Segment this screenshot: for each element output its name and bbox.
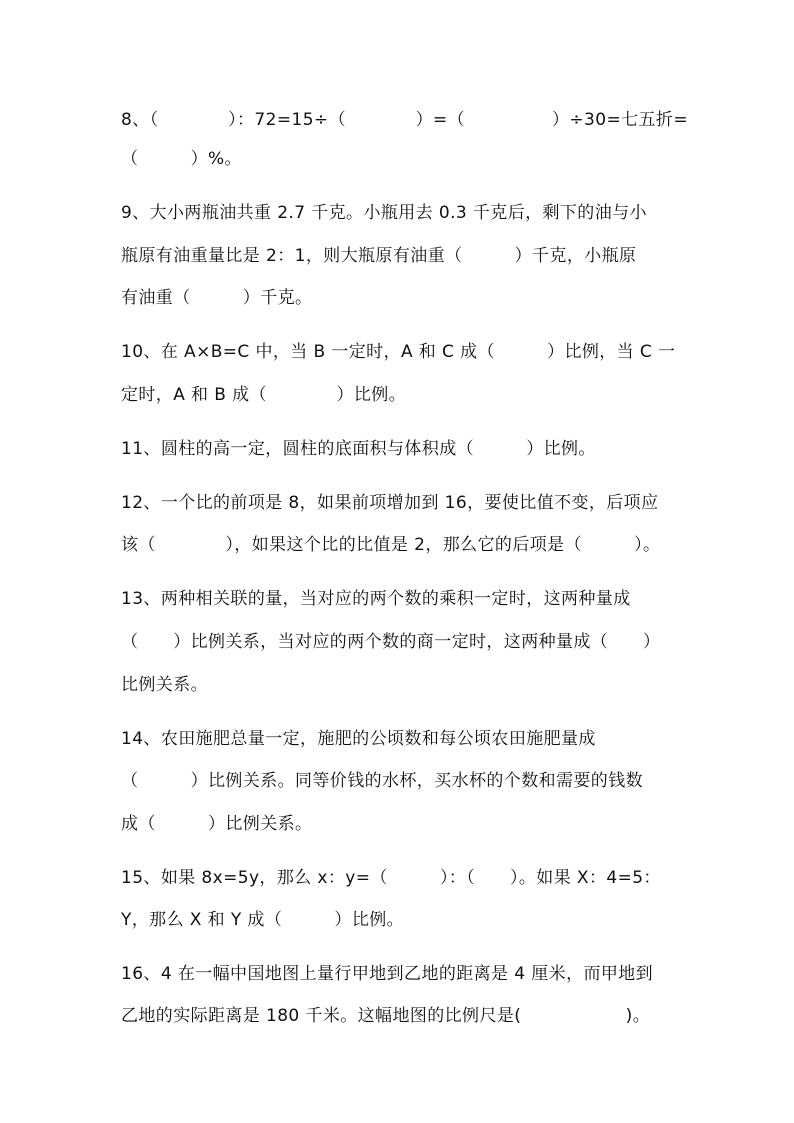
question-8-line-1: 8、（ ）：72=15÷（ ）=（ ）÷30=七五折= — [121, 110, 688, 130]
question-10-line-1: 10、在 A×B=C 中，当 B 一定时，A 和 C 成（ ）比例，当 C 一 — [121, 342, 676, 362]
question-15-line-2: Y，那么 X 和 Y 成（ ）比例。 — [121, 910, 405, 930]
question-9-line-2: 瓶原有油重量比是 2：1，则大瓶原有油重（ ）千克，小瓶原 — [121, 246, 637, 266]
question-14-line-2: （ ）比例关系。同等价钱的水杯，买水杯的个数和需要的钱数 — [121, 771, 643, 791]
question-14-line-1: 14、农田施肥总量一定，施肥的公顷数和每公顷农田施肥量成 — [121, 729, 596, 749]
question-10-line-2: 定时，A 和 B 成（ ）比例。 — [121, 385, 407, 405]
question-8-line-2: （ ）%。 — [121, 149, 242, 169]
question-12-line-2: 该（ ），如果这个比的比值是 2，那么它的后项是（ ）。 — [121, 535, 661, 555]
question-16-line-1: 16、4 在一幅中国地图上量行甲地到乙地的距离是 4 厘米，而甲地到 — [121, 964, 654, 984]
question-16-line-2: 乙地的实际距离是 180 千米。这幅地图的比例尺是( )。 — [121, 1006, 651, 1026]
question-13-line-1: 13、两种相关联的量，当对应的两个数的乘积一定时，这两种量成 — [121, 589, 631, 609]
question-13-line-2: （ ）比例关系，当对应的两个数的商一定时，这两种量成（ ） — [121, 632, 661, 652]
question-12-line-1: 12、一个比的前项是 8，如果前项增加到 16，要使比值不变，后项应 — [121, 493, 659, 513]
question-9-line-1: 9、大小两瓶油共重 2.7 千克。小瓶用去 0.3 千克后，剩下的油与小 — [121, 203, 647, 223]
question-14-line-3: 成（ ）比例关系。 — [121, 814, 313, 834]
question-11-line-1: 11、圆柱的高一定，圆柱的底面积与体积成（ ）比例。 — [121, 439, 596, 459]
question-13-line-3: 比例关系。 — [121, 675, 208, 695]
question-15-line-1: 15、如果 8x=5y，那么 x：y=（ ）：（ ）。如果 X：4=5： — [121, 868, 661, 888]
question-9-line-3: 有油重（ ）千克。 — [121, 288, 313, 308]
